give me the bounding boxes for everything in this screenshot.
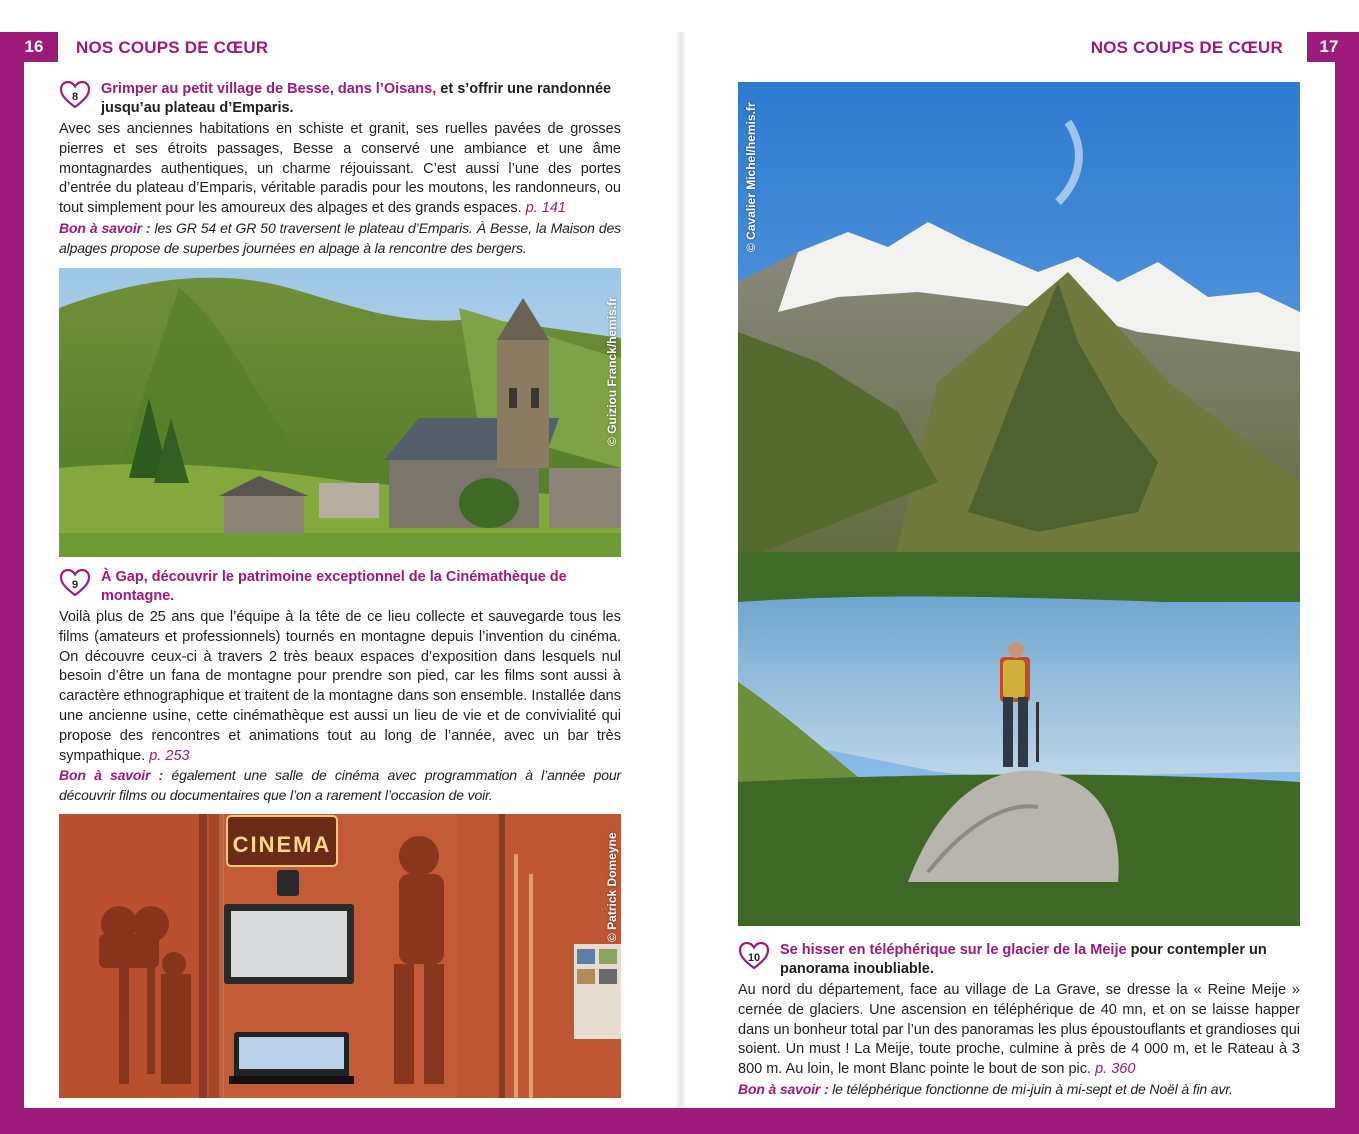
right-running-title: NOS COUPS DE CŒUR (1090, 38, 1283, 57)
entry-9-heading (59, 568, 621, 606)
cinema-sign: CINEMA (232, 832, 332, 857)
cinema-exhibit-photo (59, 814, 621, 1098)
entry-10-tip (738, 1080, 1300, 1100)
entry-9-body: Voilà plus de 25 ans que l’équipe à la tête de ce lieu collecte et sauvegarde tous les films (amateurs et professionnels) tournés en montagne depuis l’invention du cinéma. On découvre ceux-ci à travers 2 très beaux espaces d’exposition dans lesquels nul besoin d’être un fana de montagne pour prendre son pied, car les films sont aussi à caractère ethnographique et traitent de la montagne dans son ensemble. Installée dans une ancienne usine, cette cinémathèque est aussi un lieu de vie et de convivialité qui propose des rencontres et animations tout au long de l’année, avec un bar très sympathique. p. 253 (59, 609, 621, 764)
entry-8-body: Avec ses anciennes habitations en schiste et granit, ses ruelles pavées de grosses pierres et ses étroits passages, Besse a conservé une ambiance et une âme montagnardes authentiques, un charme réjouissant. C’est aussi l’une des portes d’entrée du plateau d’Emparis, véritable paradis pour les moutons, les randonneurs, ou tout simplement pour les amoureux des alpages et des grands espaces. p. 141 (59, 121, 621, 217)
entry-10-page-ref[interactable]: p. 360 (1095, 1061, 1136, 1078)
alpine-lake-hiker-photo (738, 82, 1300, 926)
entry-10-number: 10 (747, 952, 761, 964)
entry-8-heading-rest: et s’offrir une randonnée jusqu’au plateau d’Emparis. (101, 81, 612, 116)
entry-8-tip-text: les GR 54 et GR 50 traversent le plateau d’Emparis. À Besse, la Maison des alpages propose de superbes journées en alpage à la rencontre des bergers. (59, 219, 622, 256)
entry-8 (59, 80, 621, 259)
entry-8-heading-highlight: Grimper au petit village de Besse, dans l’Oisans, (101, 81, 437, 97)
heart-number-icon (738, 941, 770, 971)
entry-9-heading-highlight: À Gap, découvrir le patrimoine exceptionnel de la Cinémathèque de montagne. (101, 569, 567, 604)
heart-number-icon (59, 80, 91, 110)
left-running-title: NOS COUPS DE CŒUR (76, 38, 269, 57)
entry-9-number: 9 (71, 579, 79, 591)
entry-10-photo-credit: © Cavalier Michel/hemis.fr (744, 102, 758, 252)
right-page-number: 17 (1319, 37, 1339, 56)
entry-9-tip-label: Bon à savoir : (59, 767, 164, 784)
entry-9-tip-text: également une salle de cinéma avec programmation à l’année pour découvrir films ou documentaires que l’on a rarement l’occasion de voir. (59, 767, 621, 804)
entry-8-tip (59, 219, 621, 259)
entry-10-body: Au nord du département, face au village de La Grave, se dresse la « Reine Meije » cernée de glaciers. Une ascension en téléphérique de 40 mn, et on se laisse happer dans un bonheur total par l’un des panoramas les plus époustouflants et grandioses qui soient. Un must ! La Meije, toute proche, culmine à près de 4 000 m, et le Rateau à 3 800 m. Au loin, le mont Blanc pointe le bout de son pic. p. 360 (738, 982, 1300, 1078)
heart-number-icon (59, 568, 91, 598)
entry-9-page-ref[interactable]: p. 253 (149, 747, 190, 764)
book-gutter (676, 32, 686, 1108)
entry-10-heading-highlight: Se hisser en téléphérique sur le glacier de la Meije (780, 942, 1127, 958)
left-page-number: 16 (24, 37, 44, 56)
entry-10-tip-label: Bon à savoir : (738, 1080, 829, 1097)
entry-10-heading (738, 941, 1300, 979)
entry-8-heading (59, 80, 621, 118)
left-border (0, 32, 24, 1108)
entry-8-number: 8 (71, 91, 79, 103)
entry-8-photo-credit: © Guiziou Franck/hemis.fr (605, 297, 619, 446)
right-border (1335, 32, 1359, 1108)
mountain-village-photo (59, 268, 621, 557)
entry-8-page-ref[interactable]: p. 141 (525, 200, 567, 217)
entry-9 (59, 568, 621, 806)
entry-10-heading-rest: pour contempler un panorama inoubliable. (780, 942, 1267, 977)
entry-10 (738, 941, 1300, 1100)
bottom-border (0, 1108, 1359, 1134)
entry-8-tip-label: Bon à savoir : (59, 219, 151, 236)
entry-9-tip (59, 766, 621, 806)
entry-10-tip-text: le téléphérique fonctionne de mi-juin à mi-sept et de Noël à fin avr. (828, 1080, 1234, 1097)
entry-9-photo-credit: © Patrick Domeyne (605, 832, 619, 942)
